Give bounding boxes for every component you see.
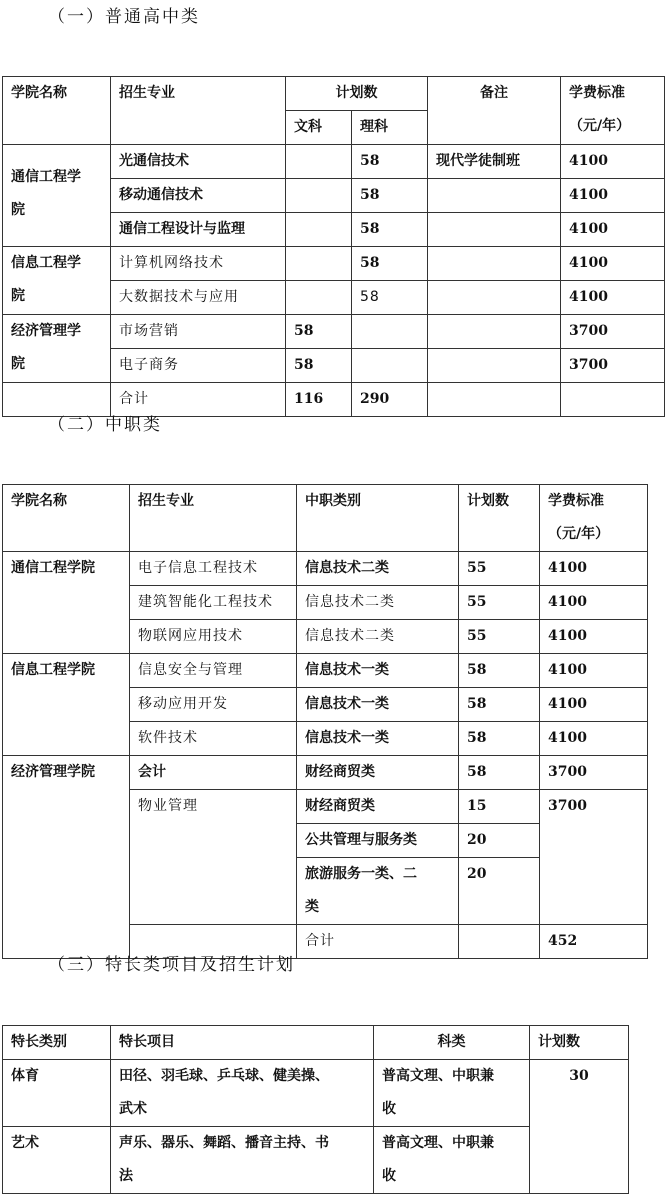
science-cell: 58 — [352, 247, 428, 281]
note-cell: 现代学徒制班 — [428, 145, 561, 179]
fee-cell: 4100 — [540, 552, 648, 586]
fee-cell: 4100 — [540, 654, 648, 688]
fee-cell: 4100 — [540, 722, 648, 756]
category-cell: 信息技术二类 — [297, 552, 459, 586]
note-cell — [428, 247, 561, 281]
arts-cell — [286, 179, 352, 213]
header-row — [3, 1026, 629, 1060]
note-cell — [428, 315, 561, 349]
empty-cell — [561, 383, 665, 417]
header-college: 学院名称 — [3, 77, 111, 145]
empty-cell — [428, 383, 561, 417]
college-cell: 通信工程学 院 — [3, 145, 111, 247]
major-cell: 会计 — [130, 756, 297, 790]
plan-cell: 20 — [459, 824, 540, 858]
total-science: 290 — [352, 383, 428, 417]
plan-cell: 55 — [459, 552, 540, 586]
vocational-table — [2, 484, 648, 959]
fee-cell: 4100 — [540, 620, 648, 654]
arts-cell — [286, 281, 352, 315]
plan-cell: 55 — [459, 620, 540, 654]
table-row — [3, 1060, 629, 1127]
science-cell — [352, 349, 428, 383]
major-cell: 光通信技术 — [111, 145, 286, 179]
section-2-title: （二）中职类 — [48, 415, 162, 435]
table-row — [3, 145, 665, 179]
header-major: 招生专业 — [111, 77, 286, 145]
major-cell: 通信工程设计与监理 — [111, 213, 286, 247]
major-cell: 市场营销 — [111, 315, 286, 349]
header-plan: 计划数 — [530, 1026, 629, 1060]
major-cell: 电子信息工程技术 — [130, 552, 297, 586]
plan-cell: 58 — [459, 688, 540, 722]
item-cell: 声乐、器乐、舞蹈、播音主持、书 法 — [111, 1127, 374, 1194]
major-cell: 物联网应用技术 — [130, 620, 297, 654]
fee-cell: 4100 — [540, 688, 648, 722]
table-row — [3, 756, 648, 790]
note-cell — [428, 213, 561, 247]
category-cell: 旅游服务一类、二 类 — [297, 858, 459, 925]
header-fee: 学费标准 （元/年） — [540, 485, 648, 552]
category-cell: 公共管理与服务类 — [297, 824, 459, 858]
arts-cell — [286, 145, 352, 179]
plan-cell: 58 — [459, 756, 540, 790]
arts-cell: 58 — [286, 349, 352, 383]
major-cell: 移动通信技术 — [111, 179, 286, 213]
table-row — [3, 654, 648, 688]
fee-cell: 3700 — [540, 790, 648, 925]
fee-cell: 4100 — [561, 247, 665, 281]
plan-cell: 58 — [459, 722, 540, 756]
header-major: 招生专业 — [130, 485, 297, 552]
table-row — [3, 315, 665, 349]
note-cell — [428, 349, 561, 383]
category-cell: 财经商贸类 — [297, 790, 459, 824]
header-row — [3, 77, 665, 111]
header-row — [3, 485, 648, 552]
fee-cell: 3700 — [561, 315, 665, 349]
fee-cell: 4100 — [561, 213, 665, 247]
category-cell: 信息技术一类 — [297, 722, 459, 756]
college-cell: 经济管理学院 — [3, 756, 130, 959]
science-cell — [352, 315, 428, 349]
header-science: 理科 — [352, 111, 428, 145]
science-cell: 58 — [352, 213, 428, 247]
empty-cell — [459, 925, 540, 959]
table-row — [3, 247, 665, 281]
science-cell: 58 — [352, 145, 428, 179]
fee-cell: 3700 — [561, 349, 665, 383]
general-highschool-table — [2, 76, 665, 417]
category-cell: 信息技术二类 — [297, 620, 459, 654]
total-arts: 116 — [286, 383, 352, 417]
header-fee: 学费标准 （元/年） — [561, 77, 665, 145]
subject-cell: 普高文理、中职兼 收 — [374, 1060, 530, 1127]
major-cell: 建筑智能化工程技术 — [130, 586, 297, 620]
header-arts: 文科 — [286, 111, 352, 145]
type-cell: 体育 — [3, 1060, 111, 1127]
plan-cell: 20 — [459, 858, 540, 925]
fee-cell: 4100 — [540, 586, 648, 620]
plan-cell: 58 — [459, 654, 540, 688]
note-cell — [428, 281, 561, 315]
college-cell: 通信工程学院 — [3, 552, 130, 654]
total-label: 合计 — [297, 925, 459, 959]
plan-cell: 30 — [530, 1060, 629, 1194]
college-cell: 信息工程学院 — [3, 654, 130, 756]
table-row — [3, 552, 648, 586]
header-plan: 计划数 — [459, 485, 540, 552]
fee-cell: 4100 — [561, 145, 665, 179]
plan-cell: 15 — [459, 790, 540, 824]
header-plan: 计划数 — [286, 77, 428, 111]
subject-cell: 普高文理、中职兼 收 — [374, 1127, 530, 1194]
major-cell: 移动应用开发 — [130, 688, 297, 722]
category-cell: 信息技术一类 — [297, 688, 459, 722]
science-cell: 58 — [352, 179, 428, 213]
category-cell: 财经商贸类 — [297, 756, 459, 790]
note-cell — [428, 179, 561, 213]
fee-cell: 4100 — [561, 281, 665, 315]
plan-cell: 55 — [459, 586, 540, 620]
major-cell: 电子商务 — [111, 349, 286, 383]
arts-cell: 58 — [286, 315, 352, 349]
header-item: 特长项目 — [111, 1026, 374, 1060]
section-3-title: （三）特长类项目及招生计划 — [48, 955, 295, 975]
header-subject: 科类 — [374, 1026, 530, 1060]
major-cell: 物业管理 — [130, 790, 297, 925]
fee-cell: 4100 — [561, 179, 665, 213]
major-cell: 信息安全与管理 — [130, 654, 297, 688]
type-cell: 艺术 — [3, 1127, 111, 1194]
section-1-title: （一）普通高中类 — [48, 7, 200, 27]
fee-cell: 3700 — [540, 756, 648, 790]
header-note: 备注 — [428, 77, 561, 145]
major-cell: 软件技术 — [130, 722, 297, 756]
college-cell: 经济管理学 院 — [3, 315, 111, 383]
total-label: 合计 — [111, 383, 286, 417]
total-plan: 452 — [540, 925, 648, 959]
category-cell: 信息技术一类 — [297, 654, 459, 688]
specialty-table — [2, 1025, 629, 1194]
science-cell: 58 — [352, 281, 428, 315]
arts-cell — [286, 247, 352, 281]
header-category: 中职类别 — [297, 485, 459, 552]
arts-cell — [286, 213, 352, 247]
item-cell: 田径、羽毛球、乒乓球、健美操、 武术 — [111, 1060, 374, 1127]
header-college: 学院名称 — [3, 485, 130, 552]
header-type: 特长类别 — [3, 1026, 111, 1060]
major-cell: 计算机网络技术 — [111, 247, 286, 281]
category-cell: 信息技术二类 — [297, 586, 459, 620]
major-cell: 大数据技术与应用 — [111, 281, 286, 315]
college-cell: 信息工程学 院 — [3, 247, 111, 315]
